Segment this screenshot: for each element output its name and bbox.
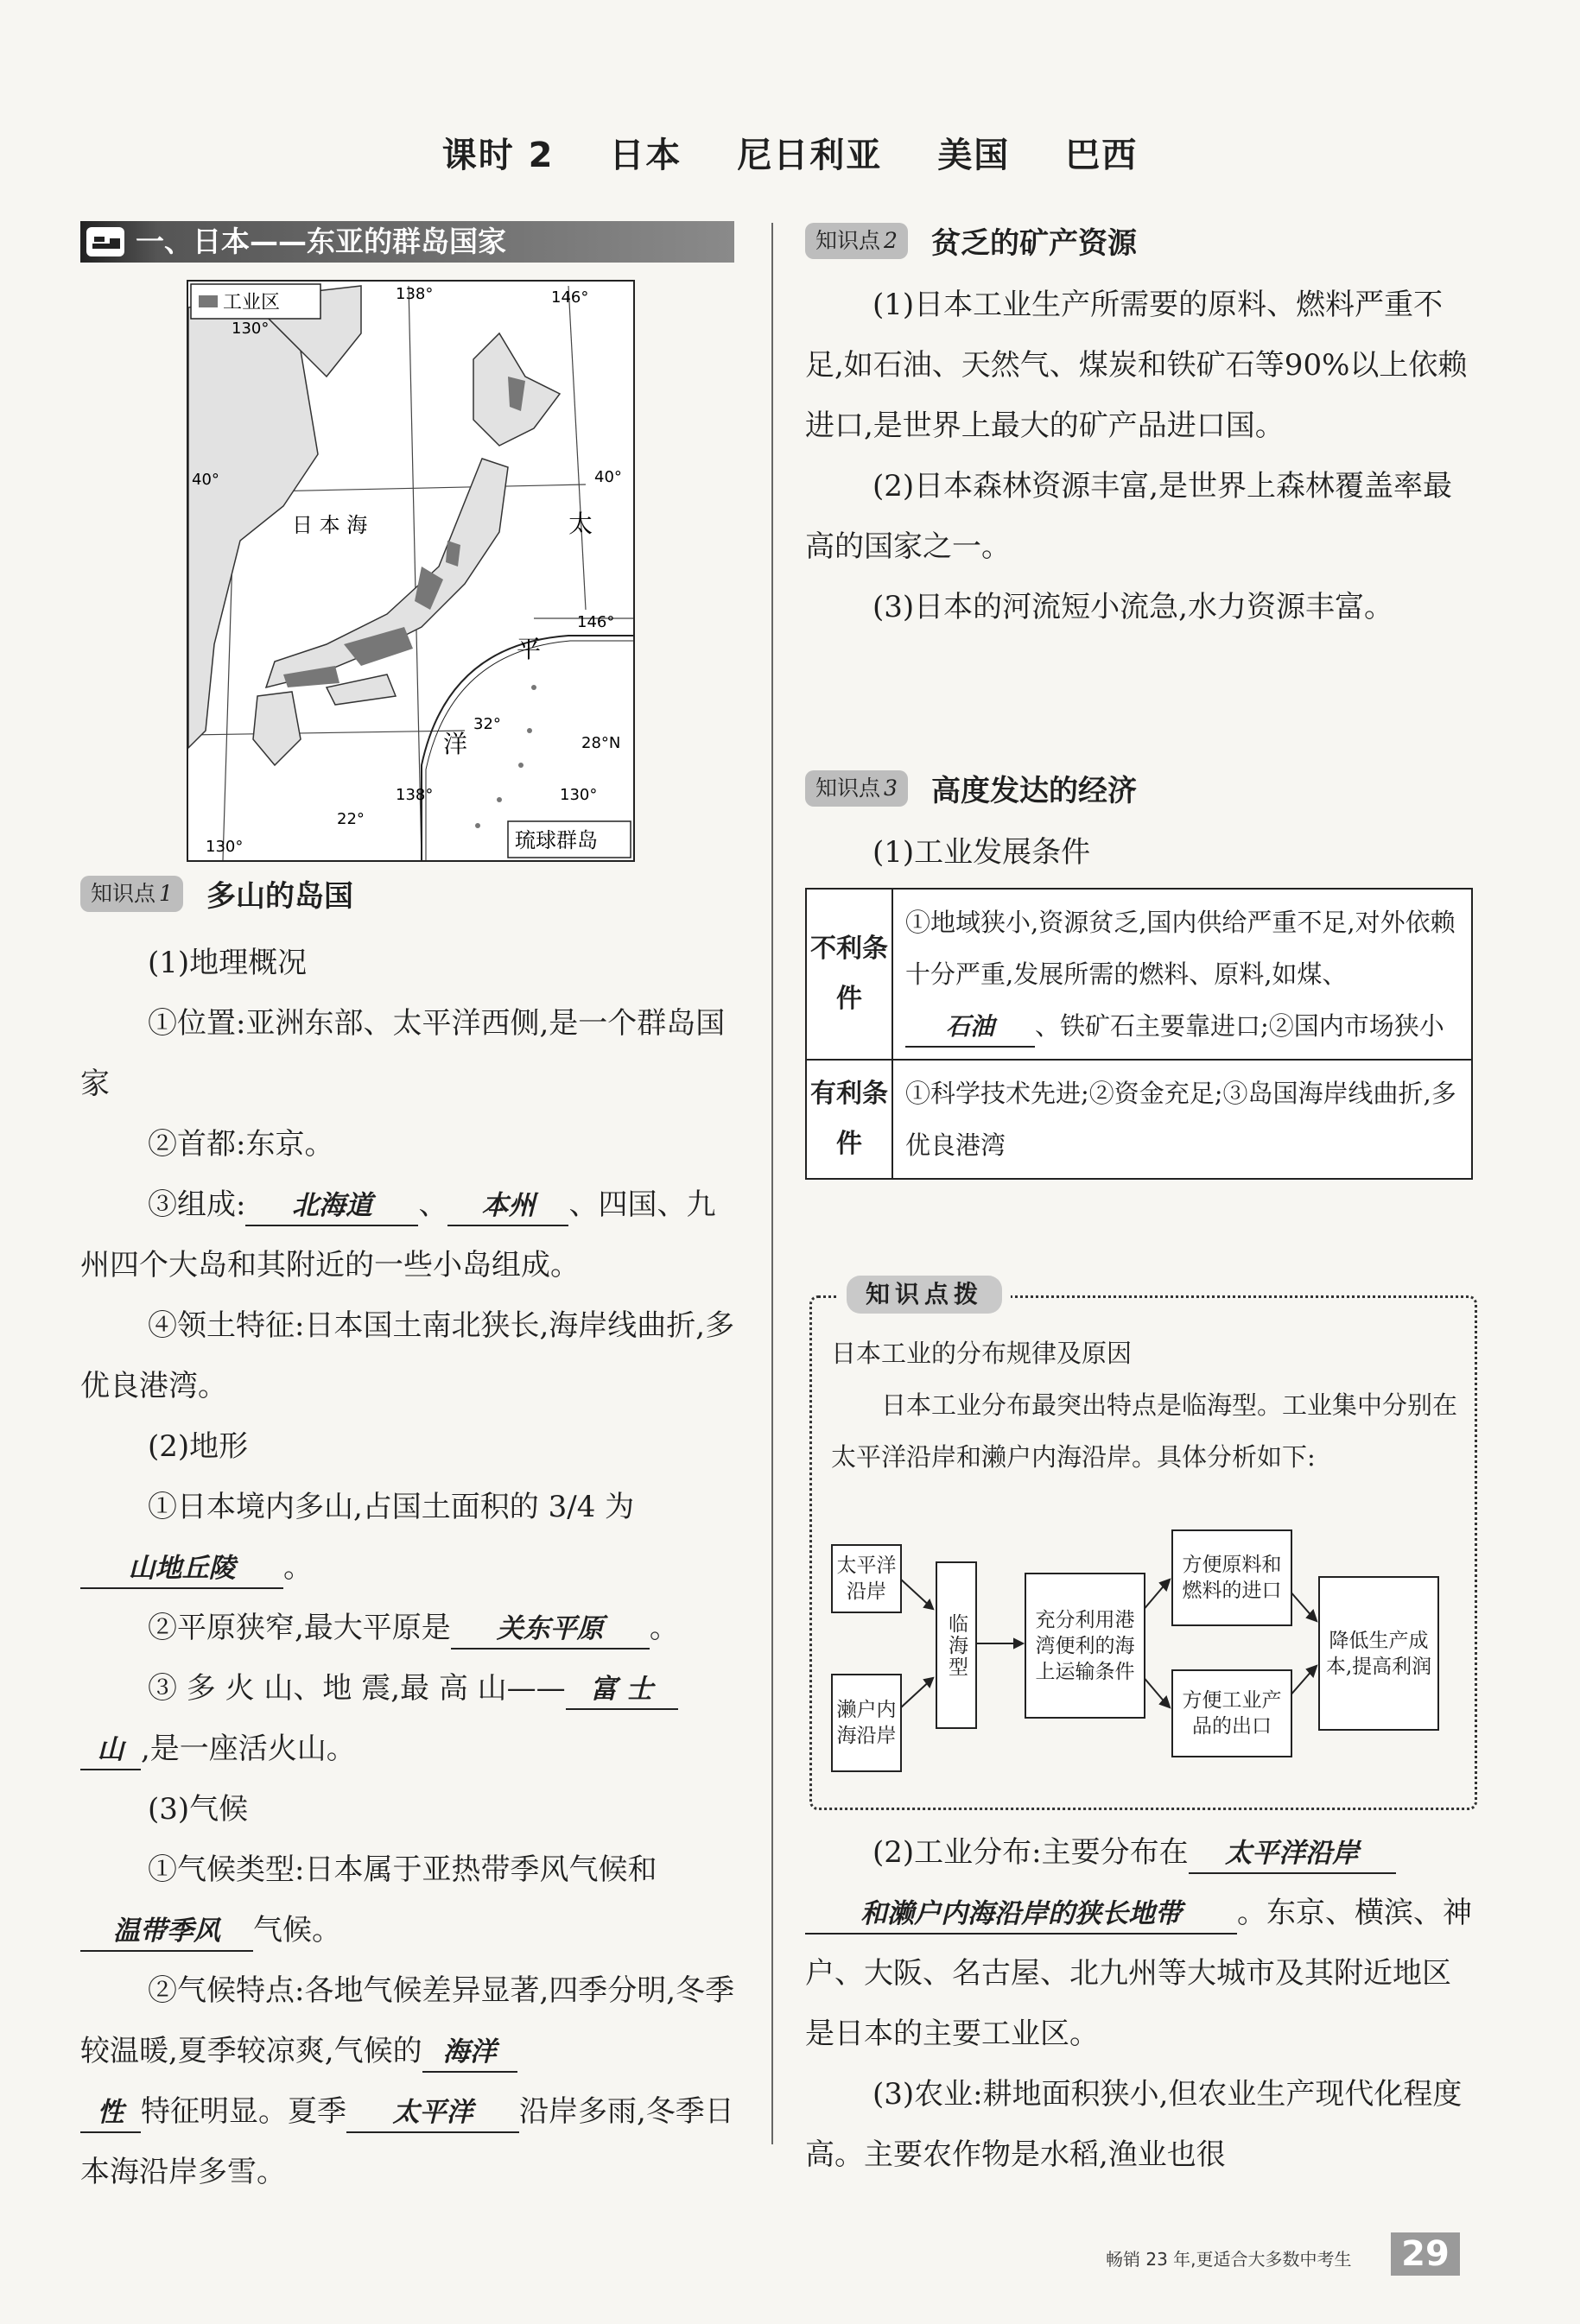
kp1-s1: (1)地理概况 (148, 946, 308, 980)
label-yang: 洋 (443, 730, 468, 758)
blank-oceanic-1: 海洋 (422, 2033, 517, 2073)
blank-mountains: 山地丘陵 (80, 1549, 283, 1589)
blank-fuji-2: 山 (80, 1731, 141, 1770)
flow-export-products: 方便工业产品的出口 (1171, 1669, 1292, 1757)
blank-pacific: 太平洋 (346, 2093, 519, 2133)
label-lat40: 40° (192, 471, 219, 489)
blank-seto-coast: 和濑户内海沿岸的狭长地带 (805, 1895, 1237, 1935)
blank-oil: 石油 (905, 1008, 1035, 1048)
kp1-l7: ③ 多 火 山、地 震,最 高 山—— 富 士 山 ,是一座活火山。 (80, 1658, 735, 1779)
country-japan: 日本 (609, 136, 682, 175)
conditions-table (805, 888, 1473, 1180)
label-unfavorable: 不利条件 (806, 889, 892, 1060)
value-favorable: ①科学技术先进;②资金充足;③岛国海岸线曲折,多优良港湾 (892, 1060, 1472, 1179)
kp3-body (805, 1822, 1473, 2185)
label-lat22: 22° (337, 810, 365, 828)
flow-import-materials: 方便原料和燃料的进口 (1171, 1529, 1292, 1626)
column-divider (771, 223, 773, 2144)
kp1-s3: (3)气候 (148, 1792, 249, 1827)
flow-seto-coast: 濑户内海沿岸 (831, 1674, 902, 1772)
blank-pacific-coast: 太平洋沿岸 (1189, 1834, 1396, 1874)
kp1-l5: ①日本境内多山,占国土面积的 3/4 为山地丘陵 。 (80, 1477, 735, 1598)
label-lon138: 138° (396, 285, 434, 303)
blank-kanto-plain: 关东平原 (451, 1610, 650, 1650)
kp2-p3: (3)日本的河流短小流急,水力资源丰富。 (872, 590, 1393, 624)
tip-heading: 日本工业的分布规律及原因 (831, 1339, 1133, 1368)
kp2-p1: (1)日本工业生产所需要的原料、燃料严重不足,如石油、天然气、煤炭和铁矿石等90%以上依赖进口,是世界上最大的矿产品进口国。 (805, 288, 1468, 443)
label-lon146: 146° (551, 288, 589, 307)
flow-port-transport: 充分利用港湾便利的海上运输条件 (1025, 1573, 1145, 1719)
japan-map (187, 280, 635, 862)
country-brazil: 巴西 (1065, 136, 1139, 175)
label-lon138b: 138° (396, 786, 434, 804)
kp1-l4: ④领土特征:日本国土南北狭长,海岸线曲折,多优良港湾。 (80, 1308, 735, 1403)
section-heading: 一、日本——东亚的群岛国家 (136, 225, 506, 258)
label-lat40r: 40° (594, 468, 622, 486)
kp3-tag: 知识点 3 (805, 770, 908, 807)
kp1-l8: ①气候类型:日本属于亚热带季风气候和温带季风 气候。 (80, 1840, 735, 1960)
blank-fuji-1: 富 士 (566, 1670, 678, 1710)
country-usa: 美国 (937, 136, 1011, 175)
kp3-p2: (2)工业分布:主要分布在 太平洋沿岸 和濑户内海沿岸的狭长地带 。东京、横滨、神户、大阪、名古屋、北九州等大城市及其附近地区是日本的主要工业区。 (805, 1835, 1472, 2051)
label-lon130: 130° (232, 320, 270, 338)
map-legend: 工业区 (223, 292, 281, 313)
blank-temperate: 温带季风 (80, 1912, 253, 1952)
footer-slogan: 畅销 23 年,更适合大多数中考生 (1106, 2249, 1352, 2270)
kp3-s1: (1)工业发展条件 (872, 835, 1091, 870)
lesson-number: 课时 2 (441, 136, 555, 175)
section-banner (80, 221, 734, 263)
kp3-title: 高度发达的经济 (931, 774, 1138, 808)
flow-reduce-cost: 降低生产成本,提高利润 (1318, 1576, 1439, 1731)
flow-coastal-type: 临海型 (936, 1561, 977, 1729)
pointing-hand-icon (86, 226, 125, 257)
kyushu (253, 692, 301, 765)
country-nigeria: 尼日利亚 (737, 136, 883, 175)
knowledge-tip-box (809, 1280, 1477, 1810)
label-lon146b: 146° (577, 613, 615, 631)
kp1-s2: (2)地形 (148, 1429, 249, 1464)
kp1-l1: ①位置:亚洲东部、太平洋西侧,是一个群岛国家 (80, 1006, 726, 1101)
table-row-unfavorable (806, 889, 1472, 1060)
label-lon130c: 130° (206, 838, 244, 856)
kp1-l9: ②气候特点:各地气候差异显著,四季分明,冬季较温暖,夏季较凉爽,气候的 海洋 性 特征明显。夏季 太平洋 沿岸多雨,冬季日本海沿岸多雪。 (80, 1973, 735, 2189)
label-ping: 平 (517, 635, 542, 663)
label-lat28: 28°N (581, 734, 621, 752)
kp1-title: 多山的岛国 (206, 879, 354, 914)
blank-honshu: 本州 (447, 1187, 568, 1226)
kp1-l6: ②平原狭窄,最大平原是 关东平原 。 (80, 1598, 735, 1658)
kp1-l3: ③组成: 北海道 、 本州 、四国、九州四个大岛和其附近的一些小岛组成。 (80, 1187, 716, 1282)
table-row-favorable (806, 1060, 1472, 1179)
label-lon130b: 130° (560, 786, 598, 804)
label-tai: 太 (568, 510, 593, 538)
blank-oceanic-2: 性 (80, 2093, 141, 2133)
page-title (0, 128, 1580, 177)
kp1-l2: ②首都:东京。 (148, 1127, 334, 1162)
kp3-p3: (3)农业:耕地面积狭小,但农业生产现代化程度高。主要农作物是水稻,渔业也很 (805, 2077, 1463, 2172)
label-favorable: 有利条件 (806, 1060, 892, 1179)
kp2-p2: (2)日本森林资源丰富,是世界上森林覆盖率最高的国家之一。 (805, 469, 1452, 564)
flow-pacific-coast: 太平洋沿岸 (831, 1544, 902, 1613)
kp2-title: 贫乏的矿产资源 (931, 226, 1138, 261)
inset-label: 琉球群岛 (515, 828, 598, 852)
kp2-body (805, 275, 1473, 637)
tip-text: 日本工业分布最突出特点是临海型。工业集中分别在太平洋沿岸和濑户内海沿岸。具体分析如下: (831, 1390, 1458, 1472)
kp1-tag: 知识点 1 (80, 876, 183, 912)
kp2-tag: 知识点 2 (805, 223, 908, 259)
tip-title: 知识点拨 (847, 1276, 1002, 1314)
blank-hokkaido: 北海道 (245, 1187, 418, 1226)
value-unfavorable: ①地域狭小,资源贫乏,国内供给严重不足,对外依赖十分严重,发展所需的燃料、原料,如煤、石油 、铁矿石主要靠进口;②国内市场狭小 (892, 889, 1472, 1060)
kp1-body (80, 933, 735, 2202)
flow-arrows (812, 1298, 1475, 1808)
page-number: 29 (1391, 2232, 1460, 2276)
kp3-header (805, 767, 1137, 809)
kp1-header (80, 872, 353, 915)
kp2-header (805, 219, 1137, 262)
label-sea-of-japan: 日 本 海 (292, 513, 368, 537)
label-lat32: 32° (473, 715, 501, 733)
